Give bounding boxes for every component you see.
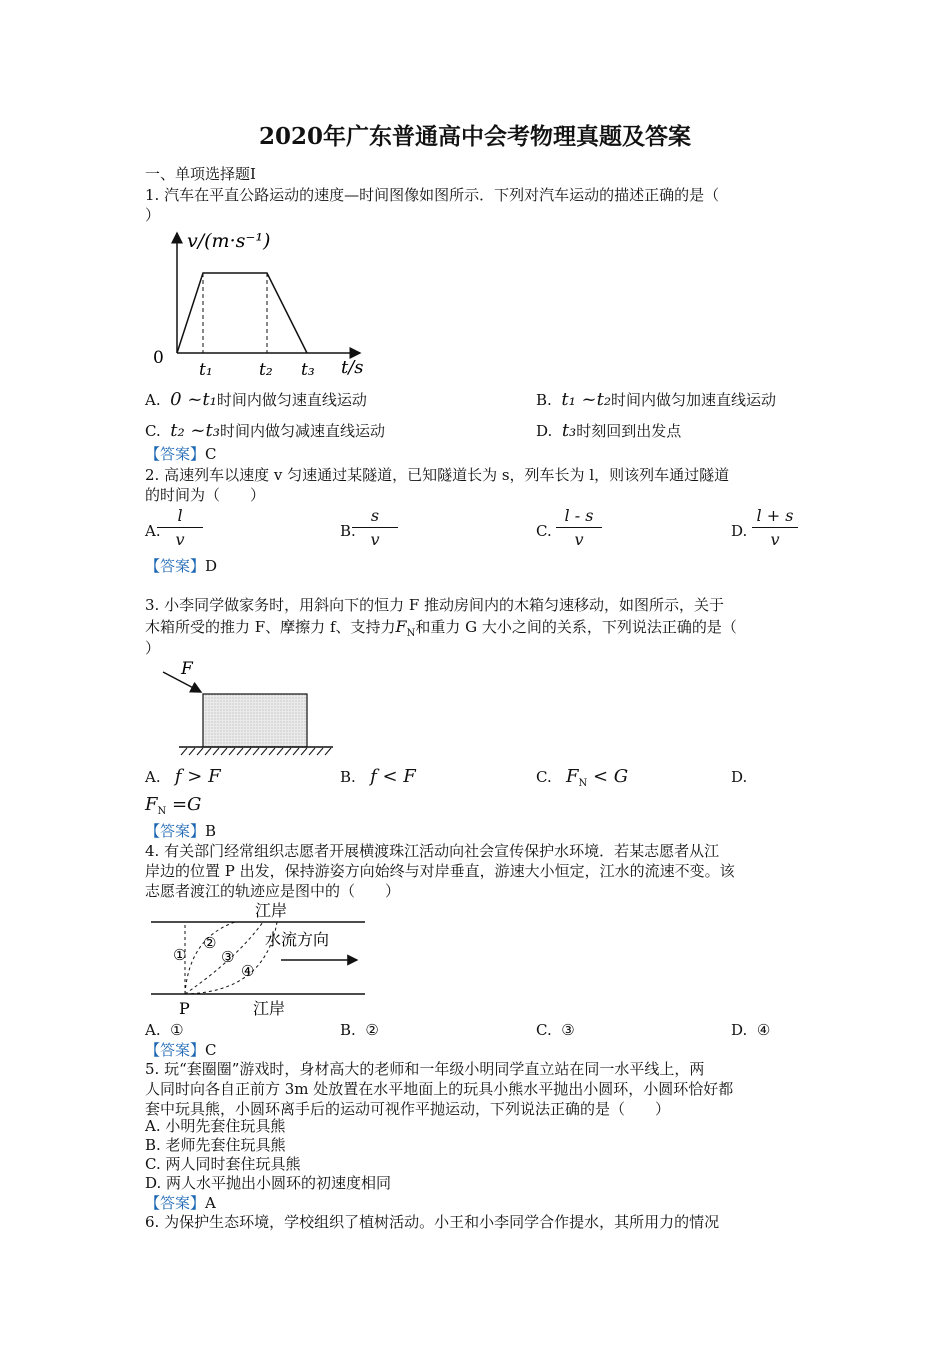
q4-flow-label: 水流方向 [265,930,330,949]
q2-option-c-letter: C. [536,522,552,540]
q4-path-2: ② [203,934,217,952]
q2-option-a-fraction: $\frac{l}{v}$ [157,506,203,549]
q3-stem-line1: 3. 小李同学做家务时，用斜向下的恒力 F 推动房间内的木箱匀速移动，如图所示，关于 [145,596,725,614]
q2-option-d-fraction: $\frac{l + s}{v}$ [752,506,798,549]
q4-river-diagram [145,898,375,1020]
q4-option-c: C. ③ [536,1021,575,1039]
q5-option-c: C. 两人同时套住玩具熊 [145,1155,301,1173]
q4-option-b: B. ② [340,1021,379,1039]
q3-wooden-box [203,694,307,747]
q1-velocity-line [177,273,307,353]
q3-option-c: C. $F_N < G$ [536,766,629,789]
q3-stem-line3: ） [145,639,161,657]
q3-box-diagram [145,658,345,760]
q4-path-1: ① [173,946,187,964]
q4-point-p: P [179,999,190,1018]
section-heading: 一、单项选择题Ⅰ [145,165,256,183]
q2-answer: 【答案】D [145,557,218,575]
q4-answer: 【答案】C [145,1041,217,1059]
q1-xlabel: t/s [341,357,364,378]
q3-floor-hatch [181,748,331,755]
q5-option-b: B. 老师先套住玩具熊 [145,1136,286,1154]
q5-stem-line3: 套中玩具熊，小圆环离手后的运动可视作平抛运动，下列说法正确的是（ ） [145,1100,671,1118]
q1-t3-label: t₃ [301,360,315,380]
q1-velocity-time-graph [145,225,385,385]
q1-t1-label: t₁ [199,360,213,380]
q2-option-c-fraction: $\frac{l - s}{v}$ [556,506,602,549]
q2-option-a-letter: A. [145,522,161,540]
q4-stem-line3: 志愿者渡江的轨迹应是图中的（ ） [145,882,401,900]
q4-stem-line2: 岸边的位置 P 出发，保持游姿方向始终与对岸垂直，游速大小恒定，江水的流速不变。该 [145,862,735,880]
q3-answer: 【答案】B [145,822,217,840]
q4-top-bank-label: 江岸 [255,901,288,920]
q2-stem-line1: 2. 高速列车以速度 v 匀速通过某隧道，已知隧道长为 s，列车长为 l，则该列车通过隧道 [145,466,730,484]
q1-stem-line1: 1. 汽车在平直公路运动的速度—时间图像如图所示．下列对汽车运动的描述正确的是（ [145,186,720,204]
q4-path-3: ③ [221,948,235,966]
q4-stem-line1: 4. 有关部门经常组织志愿者开展横渡珠江活动向社会宣传保护水环境．若某志愿者从江 [145,842,720,860]
q2-option-b-letter: B. [340,522,356,540]
q6-stem-line1: 6. 为保护生态环境，学校组织了植树活动。小王和小李同学合作提水，其所用力的情况 [145,1213,720,1231]
q4-bottom-bank-label: 江岸 [253,999,286,1018]
q2-option-d-letter: D. [731,522,748,540]
q4-option-d: D. ④ [731,1021,771,1039]
q1-option-b: B. t₁ ~t₂时间内做匀加速直线运动 [536,389,777,410]
q3-force-label: F [181,659,193,679]
q3-option-a: A. f > F [145,766,221,787]
q1-ylabel: v/(m·s⁻¹) [187,230,271,252]
q1-option-c: C. t₂ ~t₃时间内做匀减速直线运动 [145,420,385,441]
q2-option-b-fraction: $\frac{s}{v}$ [352,506,398,549]
q5-stem-line2: 人同时向各自正前方 3m 处放置在水平地面上的玩具小熊水平抛出小圆环，小圆环恰好都 [145,1080,734,1098]
q3-option-b: B. f < F [340,766,416,787]
q2-stem-line2: 的时间为（ ） [145,486,266,504]
q1-t2-label: t₂ [259,360,273,380]
q5-option-a: A. 小明先套住玩具熊 [145,1117,286,1135]
q1-origin: 0 [153,348,164,368]
q4-option-a: A. ① [145,1021,184,1039]
q1-option-d: D. t₃时刻回到出发点 [536,420,682,441]
q1-answer: 【答案】C [145,445,217,463]
q4-path-4: ④ [241,962,255,980]
q3-stem-line2: 木箱所受的推力 F、摩擦力 f、支持力$F_N$和重力 G 大小之间的关系，下列说法正确的是（ [145,617,737,639]
q1-option-a: A. 0 ~t₁时间内做匀速直线运动 [145,389,367,410]
q5-option-d: D. 两人水平抛出小圆环的初速度相同 [145,1174,392,1192]
q3-option-d: $F_N =G$ [145,794,202,817]
q5-answer: 【答案】A [145,1194,216,1212]
q3-option-d-letter: D. [731,768,748,786]
page-title: 2020年广东普通高中会考物理真题及答案 [258,123,691,150]
q1-stem-line2: ） [145,206,161,224]
q5-stem-line1: 5. 玩“套圈圈”游戏时，身材高大的老师和一年级小明同学直立站在同一水平线上，两 [145,1060,705,1078]
